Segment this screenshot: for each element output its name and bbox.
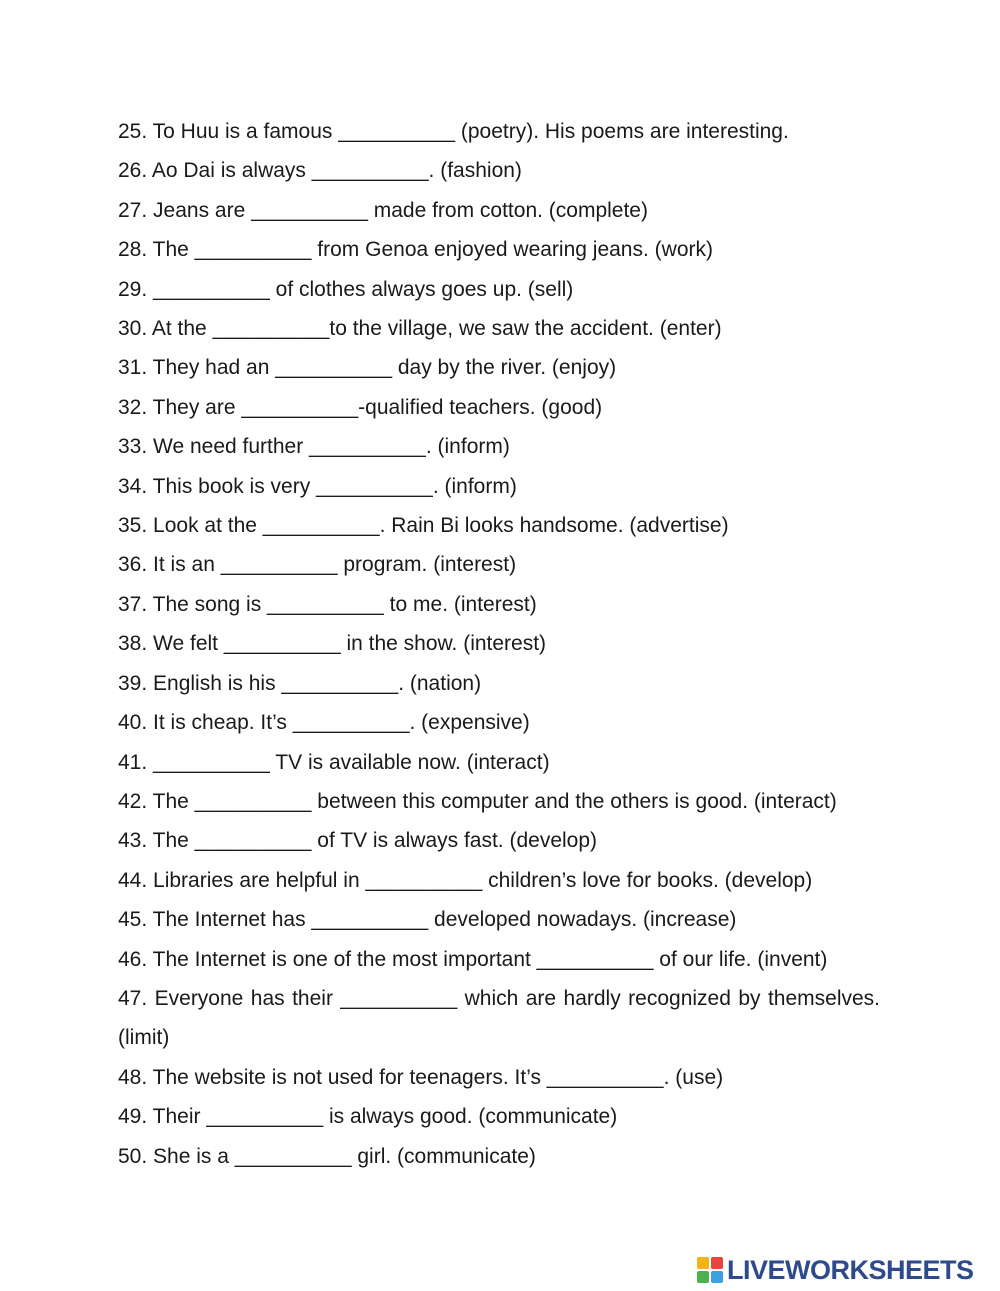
exercise-item-26: 26. Ao Dai is always __________. (fashion) xyxy=(118,159,522,183)
exercise-item-41: 41. __________ TV is available now. (interact) xyxy=(118,750,550,774)
exercise-item-47: 47. Everyone has their __________ which are hardly recognized by themselves. (limit) xyxy=(118,986,880,1050)
exercise-item-36: 36. It is an __________ program. (interest) xyxy=(118,553,517,577)
exercise-item-37: 37. The song is __________ to me. (interest) xyxy=(118,592,537,616)
exercise-item-32: 32. They are __________-qualified teachers. (good) xyxy=(118,395,603,419)
exercise-item-39: 39. English is his __________. (nation) xyxy=(118,671,482,695)
exercise-item-25: 25. To Huu is a famous __________ (poetry). His poems are interesting. xyxy=(118,120,789,143)
exercise-item-34: 34. This book is very __________. (inform) xyxy=(118,474,517,498)
exercise-item-31: 31. They had an __________ day by the river. (enjoy) xyxy=(118,356,617,380)
exercise-item-29: 29. __________ of clothes always goes up. (sell) xyxy=(118,277,574,301)
exercise-item-42: 42. The __________ between this computer and the others is good. (interact) xyxy=(118,789,837,813)
exercise-item-38: 38. We felt __________ in the show. (interest) xyxy=(118,632,547,656)
exercise-item-40: 40. It is cheap. It’s __________. (expensive) xyxy=(118,711,530,735)
exercise-item-49: 49. Their __________ is always good. (communicate) xyxy=(118,1105,618,1129)
logo-text: LIVEWORKSHEETS xyxy=(727,1254,974,1285)
exercise-item-48: 48. The website is not used for teenagers. It’s __________. (use) xyxy=(118,1065,724,1089)
logo-blocks-icon xyxy=(697,1257,723,1283)
exercise-item-44: 44. Libraries are helpful in __________ children’s love for books. (develop) xyxy=(118,868,813,892)
exercise-item-50: 50. She is a __________ girl. (communicate) xyxy=(118,1144,536,1168)
exercise-item-46: 46. The Internet is one of the most important __________ of our life. (invent) xyxy=(118,947,828,971)
exercise-item-28: 28. The __________ from Genoa enjoyed wearing jeans. (work) xyxy=(118,238,713,262)
exercise-item-33: 33. We need further __________. (inform) xyxy=(118,435,510,459)
logo-block-red xyxy=(711,1257,723,1269)
logo-block-yellow xyxy=(697,1257,709,1269)
logo-block-green xyxy=(697,1271,709,1283)
exercise-item-43: 43. The __________ of TV is always fast. (develop) xyxy=(118,829,598,853)
exercise-item-27: 27. Jeans are __________ made from cotton. (complete) xyxy=(118,198,648,222)
exercise-list xyxy=(118,112,880,1176)
exercise-item-30: 30. At the __________to the village, we saw the accident. (enter) xyxy=(118,317,722,341)
exercise-item-35: 35. Look at the __________. Rain Bi looks handsome. (advertise) xyxy=(118,514,729,538)
liveworksheets-logo[interactable] xyxy=(697,1254,974,1286)
logo-block-blue xyxy=(711,1271,723,1283)
exercise-item-45: 45. The Internet has __________ developed nowadays. (increase) xyxy=(118,908,737,932)
